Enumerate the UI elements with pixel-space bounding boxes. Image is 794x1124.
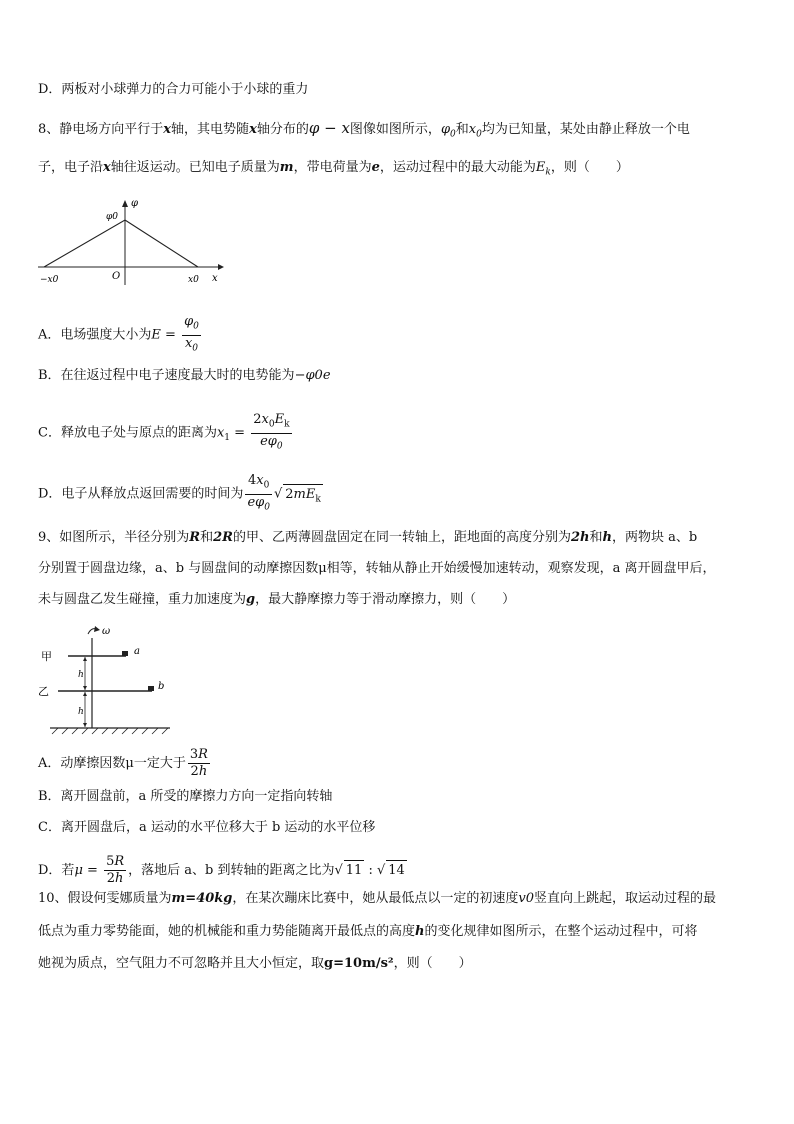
q8-option-a: A．电场强度大小为E = $\frac{\varphi_0}{x_0}$	[38, 314, 199, 354]
block-b	[148, 686, 154, 691]
q9-disks-figure	[38, 620, 178, 735]
b-label: b	[158, 681, 165, 692]
h-label-upper: h	[78, 670, 84, 680]
phi-axis-label: φ	[131, 198, 139, 209]
q8-stem-line1: 8、静电场方向平行于x轴，其电势随x轴分布的φ − x图像如图所示，$\varphi_0$和$x_0$均为已知量，某处由静止释放一个电	[38, 119, 690, 140]
q8-option-d: D．电子从释放点返回需要的时间为 $\frac{4x_0}{e\varphi_0}$ √ $2mE_k$	[38, 473, 321, 513]
x-axis-label: x	[212, 273, 218, 284]
q10-stem-line2: 低点为重力零势能面，她的机械能和重力势能随离开最低点的高度h的变化规律如图所示，在整个运动过程中，可将	[38, 924, 698, 939]
disk-yi-label: 乙	[38, 685, 49, 698]
q9-stem-line1: 9、如图所示，半径分别为R和2R的甲、乙两薄圆盘固定在同一转轴上，距地面的高度分别为2h和h，两物块 a、b	[38, 530, 698, 545]
a-label: a	[134, 646, 140, 657]
phi0-label: φ0	[106, 212, 119, 222]
block-a	[122, 651, 128, 656]
x0-label: x0	[188, 275, 199, 285]
origin-label: O	[112, 271, 121, 282]
q10-stem-line3: 她视为质点，空气阻力不可忽略并且大小恒定，取g=10m/s²，则（ ）	[38, 956, 472, 971]
q9-stem-line3: 未与圆盘乙发生碰撞，重力加速度为g，最大静摩擦力等于滑动摩擦力，则（ ）	[38, 592, 516, 607]
neg-x0-label: −x0	[40, 275, 59, 285]
disk-jia-label: 甲	[41, 650, 52, 663]
q8-potential-graph	[38, 195, 228, 287]
q9-option-d: D．若μ = $\frac{5R}{2h}$ ，落地后 a、b 到转轴的距离之比为√ 11 : √ 14	[38, 854, 405, 886]
q9-stem-line2: 分别置于圆盘边缘，a、b 与圆盘间的动摩擦因数μ相等，转轴从静止开始缓慢加速转动，观察发现，a 离开圆盘甲后，	[38, 561, 716, 576]
q9-option-c: C．离开圆盘后，a 运动的水平位移大于 b 运动的水平位移	[38, 820, 376, 835]
q9-option-b: B．离开圆盘前，a 所受的摩擦力方向一定指向转轴	[38, 789, 333, 804]
q9-option-a: A．动摩擦因数μ一定大于 $\frac{3R}{2h}$	[38, 747, 208, 779]
q8-option-b: B．在往返过程中电子速度最大时的电势能为−φ0e	[38, 368, 331, 383]
q10-stem-line1: 10、假设何雯娜质量为m=40kg，在某次蹦床比赛中，她从最低点以一定的初速度v0竖直向上跳起，取运动过程的最	[38, 891, 717, 906]
h-label-lower: h	[78, 707, 84, 717]
q7-option-d: D．两板对小球弹力的合力可能小于小球的重力	[38, 82, 309, 97]
q8-option-c: C．释放电子处与原点的距离为$x_1$ = $\frac{2x_0E_k}{e\varphi_0}$	[38, 412, 290, 452]
omega-label: ω	[102, 626, 111, 637]
q8-stem-line2: 子，电子沿x轴往返运动。已知电子质量为m，带电荷量为e，运动过程中的最大动能为$E_k$，则（ ）	[38, 160, 629, 178]
